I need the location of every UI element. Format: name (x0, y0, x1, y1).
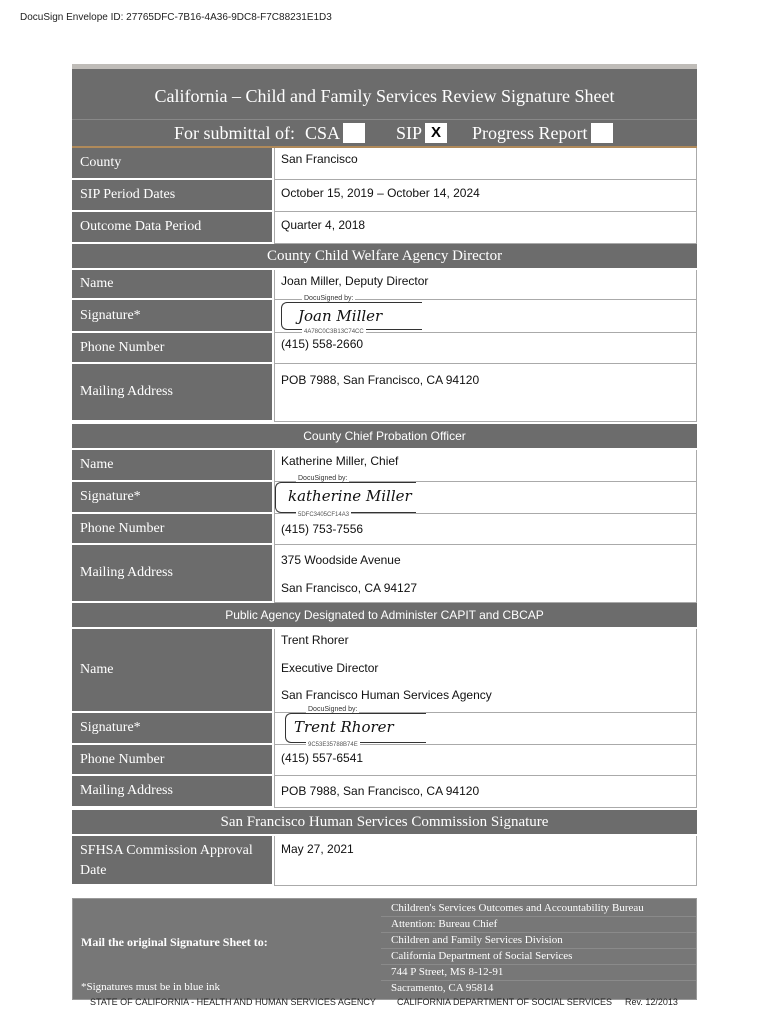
probation-phone-label: Phone Number (72, 514, 272, 545)
director-signature-id: 4A78C0C3B13C74CC (304, 329, 364, 335)
sip-label: SIP (396, 122, 423, 143)
mail-address (381, 899, 696, 999)
probation-address-line2: San Francisco, CA 94127 (281, 581, 418, 595)
probation-signature-script: katherine Miller (288, 487, 412, 505)
public-agency-section-title: Public Agency Designated to Administer CAPIT and CBCAP (72, 603, 697, 629)
commission-approval-value[interactable]: May 27, 2021 (274, 836, 697, 886)
csa-label: CSA (305, 122, 341, 143)
director-signature-row (72, 295, 697, 335)
progress-report-label: Progress Report (472, 122, 588, 143)
mail-address-line: California Department of Social Services (381, 949, 696, 965)
public-agency-name-row (72, 629, 697, 713)
footer-department: CALIFORNIA DEPARTMENT OF SOCIAL SERVICES (397, 997, 613, 1007)
county-label: County (72, 148, 272, 180)
commission-approval-label-line1: SFHSA Commission Approval (80, 843, 253, 858)
public-agency-signature-label: Signature* (72, 713, 272, 745)
commission-approval-label (72, 836, 272, 886)
public-agency-name-label: Name (72, 629, 272, 713)
director-address-label: Mailing Address (72, 364, 272, 422)
probation-signature-row (72, 475, 697, 518)
public-agency-signature-row (72, 706, 697, 748)
probation-signature (275, 475, 416, 518)
probation-address-label: Mailing Address (72, 545, 272, 603)
docusigned-by-label: DocuSigned by: (308, 706, 358, 713)
sip-checkbox[interactable]: X (425, 123, 447, 143)
probation-signature-field[interactable] (274, 475, 697, 518)
mailing-instructions (72, 898, 697, 1000)
public-agency-signature-field[interactable] (274, 706, 697, 748)
probation-address-value[interactable] (274, 545, 697, 603)
commission-section-title: San Francisco Human Services Commission Signature (72, 810, 697, 836)
probation-signature-id: 5DFC3405CF14A3 (298, 512, 350, 518)
probation-name-value[interactable]: Katherine Miller, Chief (274, 450, 697, 482)
commission-approval-label-line2: Date (80, 863, 107, 878)
sip-period-label: SIP Period Dates (72, 180, 272, 212)
sip-period-row (72, 180, 697, 212)
outcome-label: Outcome Data Period (72, 212, 272, 244)
public-agency-address-label: Mailing Address (72, 776, 272, 808)
director-address-value[interactable]: POB 7988, San Francisco, CA 94120 (274, 364, 697, 422)
county-value[interactable]: San Francisco (274, 148, 697, 180)
footer-revision: Rev. 12/2013 (625, 997, 678, 1007)
director-phone-label: Phone Number (72, 333, 272, 364)
probation-name-label: Name (72, 450, 272, 482)
docusigned-by-label: DocuSigned by: (298, 475, 348, 482)
sip-period-value[interactable]: October 15, 2019 – October 14, 2024 (274, 180, 697, 212)
director-phone-row (72, 333, 697, 364)
public-agency-name-line3: San Francisco Human Services Agency (281, 688, 492, 702)
submittal-label: For submittal of: (174, 122, 295, 143)
commission-approval-row (72, 836, 697, 886)
director-section-title: County Child Welfare Agency Director (72, 244, 697, 270)
public-agency-signature-id: 9C53E35788B74E (308, 742, 358, 748)
director-phone-value[interactable]: (415) 558-2660 (274, 333, 697, 364)
public-agency-address-value[interactable]: POB 7988, San Francisco, CA 94120 (274, 776, 697, 808)
signature-sheet (72, 64, 697, 1000)
director-signature (281, 295, 422, 335)
mail-address-line: Children and Family Services Division (381, 933, 696, 949)
public-agency-address-row (72, 776, 697, 808)
public-agency-phone-label: Phone Number (72, 745, 272, 776)
public-agency-signature-script: Trent Rhorer (294, 718, 394, 736)
public-agency-phone-value[interactable]: (415) 557-6541 (274, 745, 697, 776)
public-agency-name-line2: Executive Director (281, 661, 379, 675)
docusigned-by-label: DocuSigned by: (304, 295, 354, 302)
outcome-value[interactable]: Quarter 4, 2018 (274, 212, 697, 244)
director-name-label: Name (72, 270, 272, 300)
mail-address-line: Attention: Bureau Chief (381, 917, 696, 933)
director-signature-script: Joan Miller (298, 307, 383, 325)
public-agency-signature (285, 706, 426, 748)
mail-address-line: 744 P Street, MS 8-12-91 (381, 965, 696, 981)
progress-report-checkbox[interactable] (591, 123, 613, 143)
director-address-row (72, 364, 697, 422)
director-name-row (72, 270, 697, 300)
director-signature-label: Signature* (72, 300, 272, 333)
footer-agency: STATE OF CALIFORNIA - HEALTH AND HUMAN SERVICES AGENCY (90, 997, 376, 1007)
county-row (72, 148, 697, 180)
probation-signature-label: Signature* (72, 482, 272, 514)
probation-name-row (72, 450, 697, 482)
director-signature-field[interactable] (274, 295, 697, 335)
csa-checkbox[interactable] (343, 123, 365, 143)
director-name-value[interactable]: Joan Miller, Deputy Director (274, 270, 697, 300)
public-agency-phone-row (72, 745, 697, 776)
probation-address-line1: 375 Woodside Avenue (281, 553, 401, 567)
probation-phone-row (72, 514, 697, 545)
docusign-envelope-id: DocuSign Envelope ID: 27765DFC-7B16-4A36-9DC8-F7C88231E1D3 (20, 12, 332, 23)
mail-address-line: Children's Services Outcomes and Accountability Bureau (381, 901, 696, 917)
probation-address-row (72, 545, 697, 603)
probation-phone-value[interactable]: (415) 753-7556 (274, 514, 697, 545)
submittal-row (72, 119, 697, 148)
outcome-row (72, 212, 697, 244)
sheet-title: California – Child and Family Services Review Signature Sheet (154, 86, 615, 106)
mail-instruction: Mail the original Signature Sheet to: (81, 935, 268, 949)
mail-left (73, 899, 381, 999)
public-agency-name-line1: Trent Rhorer (281, 633, 349, 647)
mail-address-line: Sacramento, CA 95814 (391, 982, 494, 994)
probation-section-title: County Chief Probation Officer (72, 424, 697, 450)
blue-ink-note: *Signatures must be in blue ink (81, 981, 221, 993)
public-agency-name-value[interactable] (274, 629, 697, 713)
sheet-header (72, 69, 697, 148)
